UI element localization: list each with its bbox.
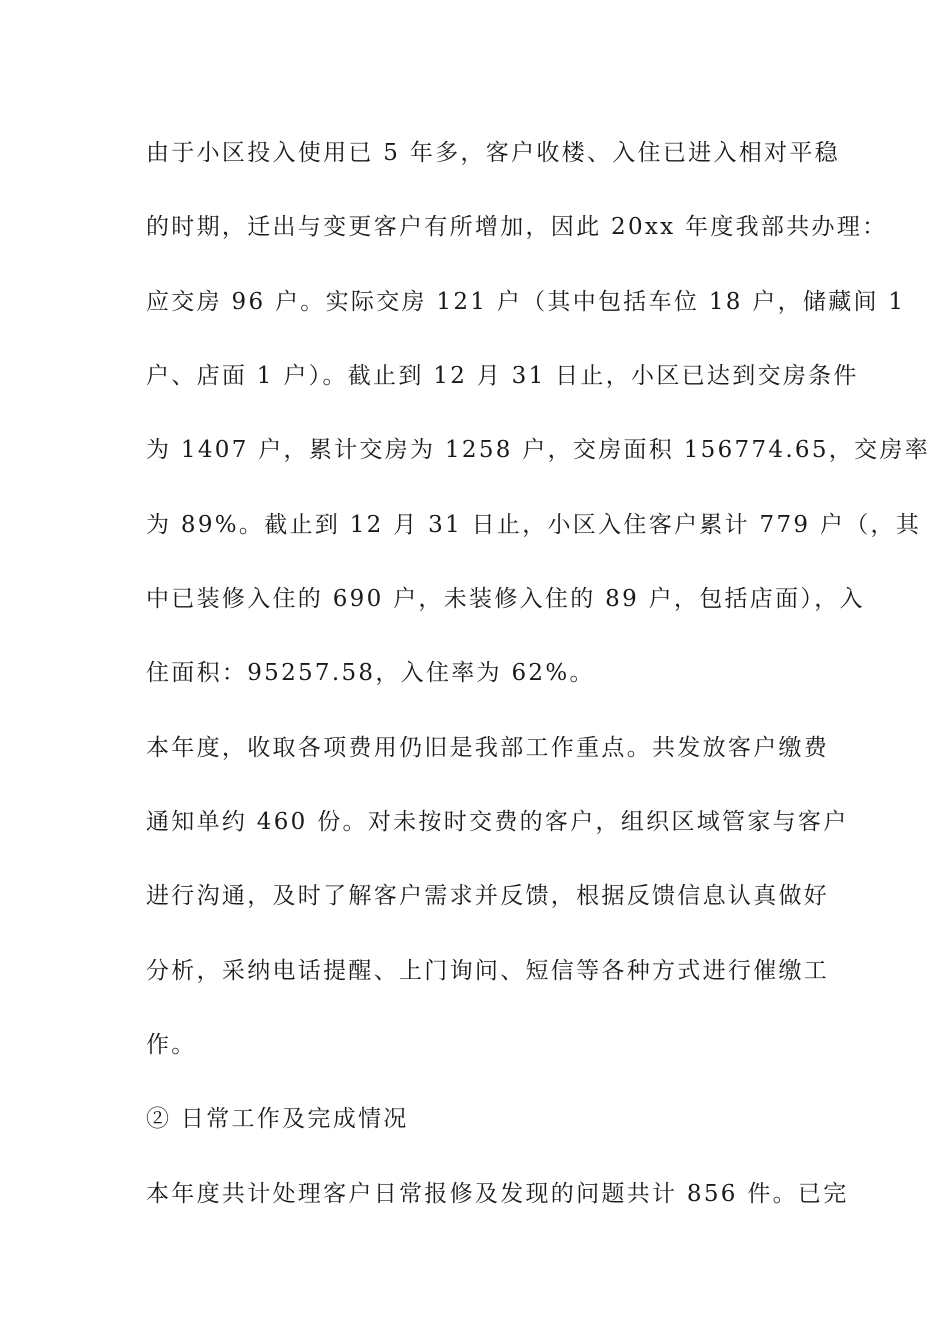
text-line: 本年度共计处理客户日常报修及发现的问题共计 856 件。已完: [146, 1181, 849, 1207]
text-line: 的时期，迁出与变更客户有所增加，因此 20xx 年度我部共办理：: [146, 214, 888, 240]
text-line: 中已装修入住的 690 户，未装修入住的 89 户，包括店面），入: [146, 586, 865, 612]
text-line: 户、店面 1 户）。截止到 12 月 31 日止，小区已达到交房条件: [146, 363, 859, 389]
section-heading: ② 日常工作及完成情况: [146, 1106, 409, 1132]
text-line: 本年度，收取各项费用仍旧是我部工作重点。共发放客户缴费: [146, 735, 830, 761]
text-line: 为 1407 户，累计交房为 1258 户，交房面积 156774.65，交房率: [146, 437, 930, 463]
text-line: 分析，采纳电话提醒、上门询问、短信等各种方式进行催缴工: [146, 958, 830, 984]
text-line: 由于小区投入使用已 5 年多，客户收楼、入住已进入相对平稳: [146, 140, 840, 166]
text-line: 为 89%。截止到 12 月 31 日止，小区入住客户累计 779 户（，其: [146, 512, 922, 538]
text-line: 应交房 96 户。实际交房 121 户（其中包括车位 18 户，储藏间 1: [146, 289, 906, 315]
text-line: 进行沟通，及时了解客户需求并反馈，根据反馈信息认真做好: [146, 883, 830, 909]
text-line: 通知单约 460 份。对未按时交费的客户，组织区域管家与客户: [146, 809, 849, 835]
text-line: 作。: [146, 1032, 197, 1058]
text-line: 住面积：95257.58，入住率为 62%。: [146, 660, 595, 686]
